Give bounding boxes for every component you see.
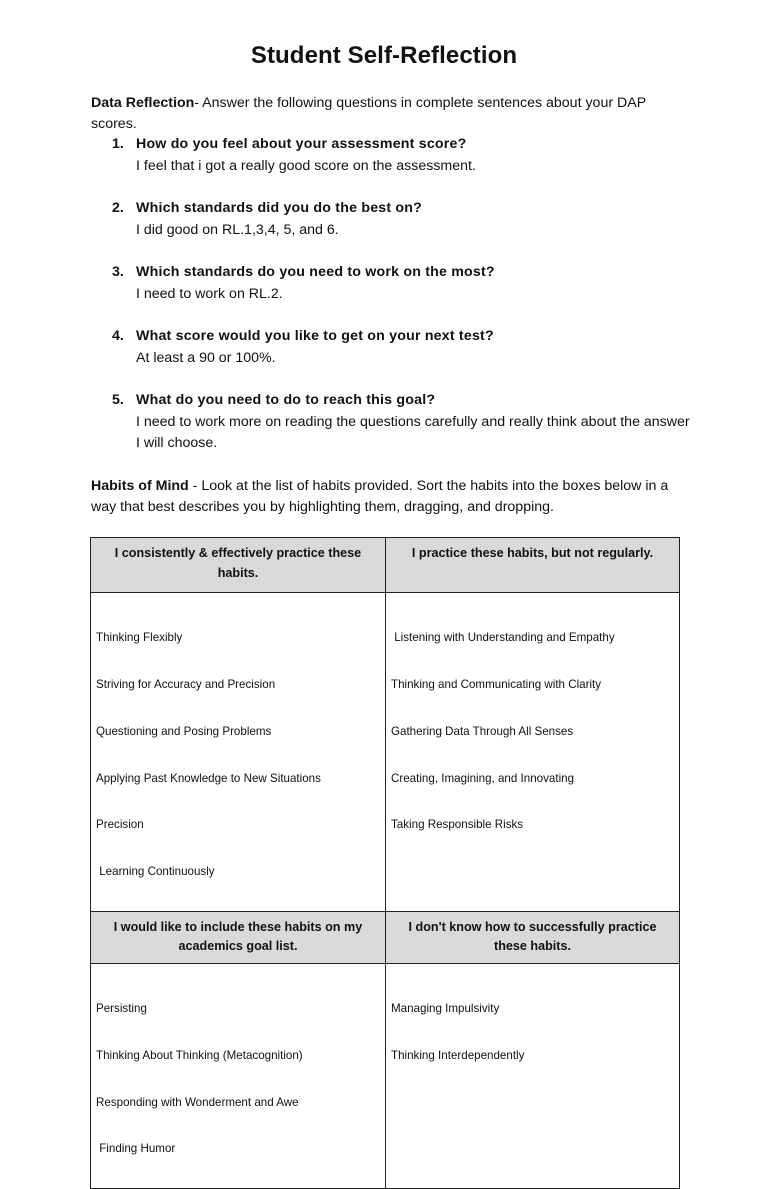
header-goal-list: I would like to include these habits on my academics goal list. <box>91 911 386 963</box>
question-item <box>91 262 691 305</box>
question-number: 4. <box>112 328 124 344</box>
habit-item[interactable]: Persisting <box>96 1002 147 1016</box>
data-reflection-intro <box>91 93 681 135</box>
habit-item[interactable]: Managing Impulsivity <box>391 1002 500 1016</box>
habit-list <box>91 593 385 911</box>
answer-text[interactable]: I need to work more on reading the questions carefully and really think about the answer I will choose. <box>136 413 690 451</box>
habit-list <box>386 964 679 1095</box>
answer-text[interactable]: I need to work on RL.2. <box>136 285 283 302</box>
answer-text[interactable]: I did good on RL.1,3,4, 5, and 6. <box>136 221 339 238</box>
header-not-regularly: I practice these habits, but not regularly. <box>386 538 680 593</box>
box-dont-know[interactable] <box>386 963 680 1188</box>
answer-text[interactable]: At least a 90 or 100%. <box>136 349 276 366</box>
habit-item[interactable]: Responding with Wonderment and Awe <box>96 1095 299 1109</box>
habits-of-mind-text: - Look at the list of habits provided. Sort the habits into the boxes below in a way that best describes you by highlighting them, dragging, and dropping. <box>91 478 669 515</box>
question-text: What do you need to do to reach this goal? <box>136 392 436 408</box>
habit-item[interactable]: Precision <box>96 818 144 832</box>
header-dont-know: I don't know how to successfully practice these habits. <box>386 911 680 963</box>
question-number: 2. <box>112 200 124 216</box>
habit-item[interactable]: Gathering Data Through All Senses <box>391 724 574 738</box>
habit-item[interactable]: Listening with Understanding and Empathy <box>391 631 615 645</box>
habit-item[interactable]: Striving for Accuracy and Precision <box>96 677 276 691</box>
table-header-row <box>91 538 680 593</box>
header-consistently-practice: I consistently & effectively practice these habits. <box>91 538 386 593</box>
question-item <box>91 390 691 455</box>
habit-item[interactable]: Thinking Interdependently <box>391 1048 525 1062</box>
table-header-row <box>91 911 680 963</box>
question-item <box>91 198 691 241</box>
habit-item[interactable]: Creating, Imagining, and Innovating <box>391 771 575 785</box>
question-item <box>91 134 691 177</box>
answer-text[interactable]: I feel that i got a really good score on the assessment. <box>136 157 476 174</box>
question-text: Which standards do you need to work on the most? <box>136 264 495 280</box>
habit-item[interactable]: Learning Continuously <box>96 865 215 879</box>
habit-item[interactable]: Taking Responsible Risks <box>391 818 524 832</box>
habit-list <box>91 964 385 1188</box>
habits-of-mind-intro <box>91 476 691 518</box>
page-title: Student Self-Reflection <box>250 42 518 69</box>
question-number: 5. <box>112 392 124 408</box>
question-text: Which standards did you do the best on? <box>136 200 423 216</box>
habit-item[interactable]: Applying Past Knowledge to New Situations <box>96 771 321 785</box>
habit-item[interactable]: Thinking and Communicating with Clarity <box>391 677 602 691</box>
habits-of-mind-label: Habits of Mind <box>91 478 189 494</box>
habit-item[interactable]: Thinking Flexibly <box>96 631 183 645</box>
habit-item[interactable]: Finding Humor <box>96 1142 176 1156</box>
data-reflection-label: Data Reflection <box>91 95 195 111</box>
habit-item[interactable]: Thinking About Thinking (Metacognition) <box>96 1048 303 1062</box>
box-goal-list[interactable] <box>91 963 386 1188</box>
box-consistently-practice[interactable] <box>91 593 386 912</box>
table-row <box>91 963 680 1188</box>
question-number: 1. <box>112 136 124 152</box>
question-text: How do you feel about your assessment score? <box>136 136 467 152</box>
question-item <box>91 326 691 369</box>
question-text: What score would you like to get on your next test? <box>136 328 494 344</box>
habit-item[interactable]: Questioning and Posing Problems <box>96 724 272 738</box>
question-list <box>91 134 691 455</box>
data-reflection-text: - Answer the following questions in complete sentences about your DAP scores. <box>91 95 646 132</box>
habits-sorting-table <box>90 537 680 1189</box>
table-row <box>91 593 680 912</box>
question-number: 3. <box>112 264 124 280</box>
habit-list <box>386 593 679 864</box>
box-not-regularly[interactable] <box>386 593 680 912</box>
